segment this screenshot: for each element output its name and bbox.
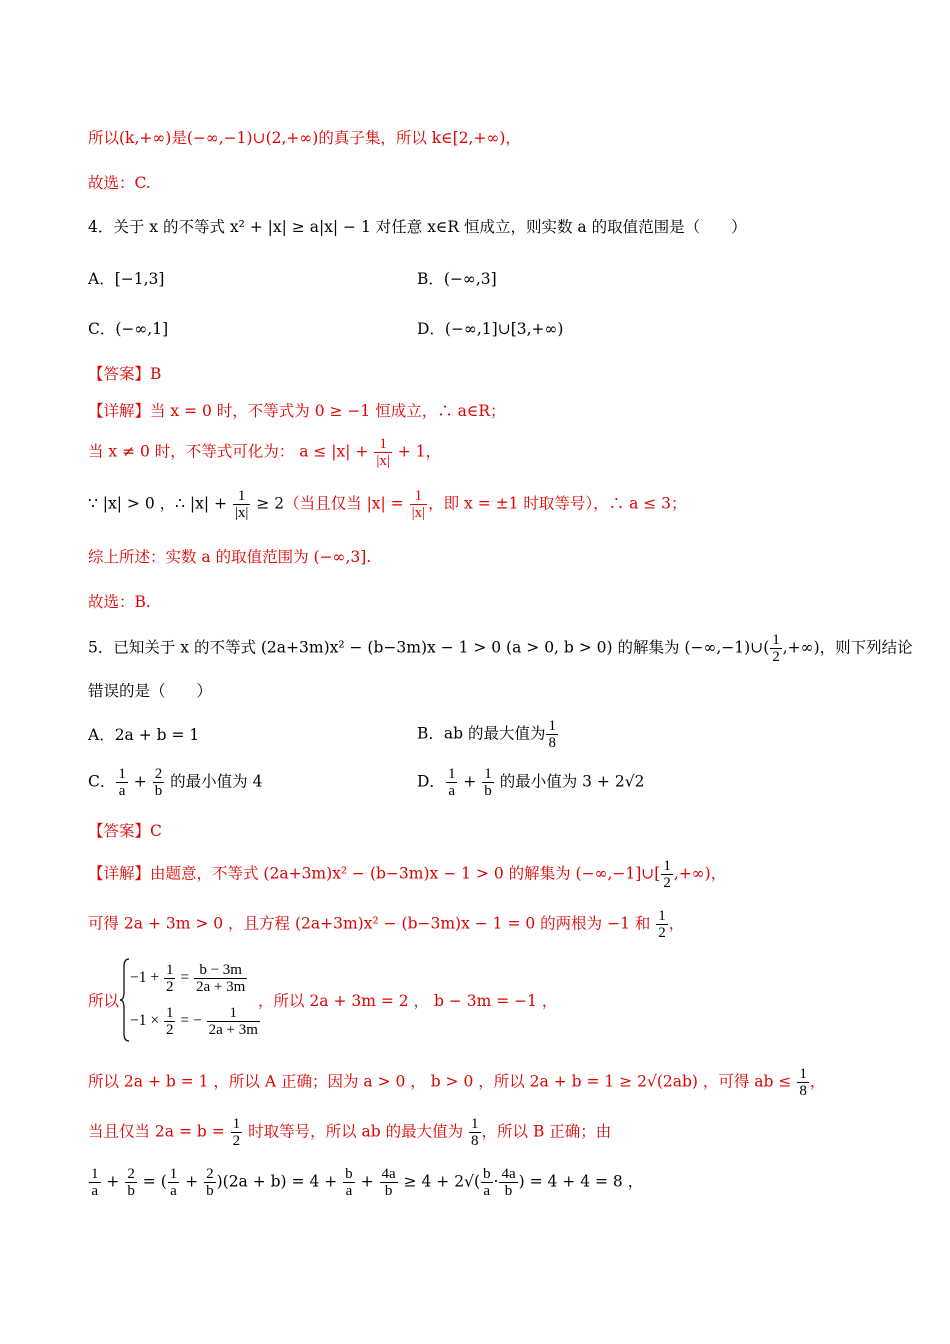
fraction: $\frac{1}{a}$ — [447, 766, 456, 799]
fraction: $\frac{1}{|x|}$ — [376, 436, 390, 469]
q5-detail-2: 可得 2a + 3m > 0 ，且方程 (2a+3m)x² − (b−3m)x − 1 = 0 的两根为 −1 和 $\frac{1}{2}$ ， — [88, 908, 685, 941]
q4-detail-4: 综上所述：实数 a 的取值范围为 (−∞,3]. — [88, 548, 372, 566]
fraction: $\frac{1}{a}$ — [91, 1166, 99, 1199]
fraction: $\frac{2}{b}$ — [154, 766, 163, 799]
q4-option-d: D．(−∞,1]∪[3,+∞) — [417, 320, 564, 338]
q5-option-c: C． $\frac{1}{a}$ + $\frac{2}{b}$ 的最小值为 4 — [88, 766, 263, 799]
system-brace — [120, 958, 130, 1047]
fraction: $\frac{1}{8}$ — [548, 718, 556, 751]
q4-detail-1: 【详解】当 x = 0 时，不等式为 0 ≥ −1 恒成立，∴ a∈R； — [88, 402, 506, 420]
fraction: $\frac{4a}{b}$ — [381, 1166, 396, 1199]
q4-option-b: B．(−∞,3] — [417, 270, 497, 288]
system-eq-2: −1 × $\frac{1}{2}$ = − $\frac{1}{2a + 3m}$ — [130, 1005, 258, 1038]
fraction: $\frac{2}{b}$ — [206, 1166, 214, 1199]
fraction: $\frac{1}{2}$ — [663, 858, 671, 891]
q5-detail-5: 当且仅当 2a = b = $\frac{1}{2}$ 时取等号，所以 ab 的最大值为 $\frac{1}{8}$ ，所以 B 正确；由 — [88, 1116, 612, 1149]
fraction: $\frac{1}{8}$ — [471, 1116, 479, 1149]
q5-option-d: D． $\frac{1}{a}$ + $\frac{1}{b}$ 的最小值为 3 + 2√2 — [417, 766, 645, 799]
system-eq-1: −1 + $\frac{1}{2}$ = $\frac{b - 3m}{2a + 3m}$ — [130, 962, 246, 995]
fraction: $\frac{b - 3m}{2a + 3m}$ — [195, 962, 246, 995]
q5-detail-6: $\frac{1}{a}$ + $\frac{2}{b}$ = ( $\frac{1}{a}$ + $\frac{2}{b}$ )(2a + b) = 4 + $\frac{b}{a}$ + $\frac{4a}{b}$ ≥ 4 + 2√( $\frac{b}{a}$ · $\frac{4a}{b}$ ) = 4 + 4 = 8 ， — [91, 1166, 644, 1199]
q5-option-a: A．2a + b = 1 — [88, 726, 200, 744]
left-brace-icon — [120, 958, 130, 1042]
fraction: $\frac{b}{a}$ — [345, 1166, 353, 1199]
q4-option-a: A．[−1,3] — [88, 270, 165, 288]
fraction: $\frac{2}{b}$ — [127, 1166, 135, 1199]
q4-detail-3: ∵ |x| > 0 ，∴ |x| + $\frac{1}{|x|}$ ≥ 2（当且仅当 |x| = $\frac{1}{|x|}$ ，即 x = ±1 时取等号），∴ a ≤ 3； — [88, 488, 687, 521]
q5-detail-3: ，所以 2a + 3m = 2 ， b − 3m = −1 ， — [258, 992, 558, 1010]
q5-detail-1: 【详解】由题意，不等式 (2a+3m)x² − (b−3m)x − 1 > 0 的解集为 (−∞,−1]∪[ $\frac{1}{2}$ ,+∞)， — [88, 858, 727, 891]
fraction: $\frac{1}{8}$ — [799, 1066, 807, 1099]
fraction: $\frac{4a}{b}$ — [501, 1166, 516, 1199]
fraction: $\frac{1}{b}$ — [484, 766, 492, 799]
q5-detail-4: 所以 2a + b = 1 ，所以 A 正确；因为 a > 0 ， b > 0 ，所以 2a + b = 1 ≥ 2√(2ab) ，可得 ab ≤ $\frac{1}{8}$ ， — [88, 1066, 826, 1099]
fraction: $\frac{1}{2}$ — [772, 632, 780, 665]
q5-detail-3-label: 所以 — [88, 992, 120, 1010]
fraction: $\frac{b}{a}$ — [483, 1166, 491, 1199]
answer-5: 【答案】C — [88, 822, 162, 840]
fraction: $\frac{1}{2}$ — [658, 908, 666, 941]
question-5: 5．已知关于 x 的不等式 (2a+3m)x² − (b−3m)x − 1 > 0 (a > 0, b > 0) 的解集为 (−∞,−1)∪( $\frac{1}{2}$ ,+∞)，则下列结论 — [88, 632, 913, 665]
fraction: $\frac{1}{a}$ — [118, 766, 126, 799]
q4-detail-5: 故选：B. — [88, 593, 151, 611]
fraction: $\frac{1}{2}$ — [165, 1005, 174, 1038]
line-2: 故选：C. — [88, 174, 151, 192]
fraction: $\frac{1}{|x|}$ — [234, 488, 249, 521]
q4-detail-2: 当 x ≠ 0 时，不等式可化为： a ≤ |x| + $\frac{1}{|x|}$ + 1， — [88, 436, 442, 469]
fraction: $\frac{1}{2}$ — [165, 962, 174, 995]
fraction: $\frac{1}{2a + 3m}$ — [208, 1005, 258, 1038]
fraction: $\frac{1}{a}$ — [169, 1166, 178, 1199]
fraction: $\frac{1}{2}$ — [232, 1116, 241, 1149]
answer-4: 【答案】B — [88, 365, 162, 383]
fraction: $\frac{1}{|x|}$ — [411, 488, 426, 521]
q4-option-c: C．(−∞,1] — [88, 320, 169, 338]
question-4: 4．关于 x 的不等式 x² + |x| ≥ a|x| − 1 对任意 x∈R 恒成立，则实数 a 的取值范围是（ ） — [88, 218, 747, 236]
line-1: 所以(k,+∞)是(−∞,−1)∪(2,+∞)的真子集，所以 k∈[2,+∞)， — [88, 129, 521, 147]
q5-option-b: B．ab 的最大值为 $\frac{1}{8}$ — [417, 718, 556, 751]
question-5-cont: 错误的是（ ） — [88, 682, 213, 700]
